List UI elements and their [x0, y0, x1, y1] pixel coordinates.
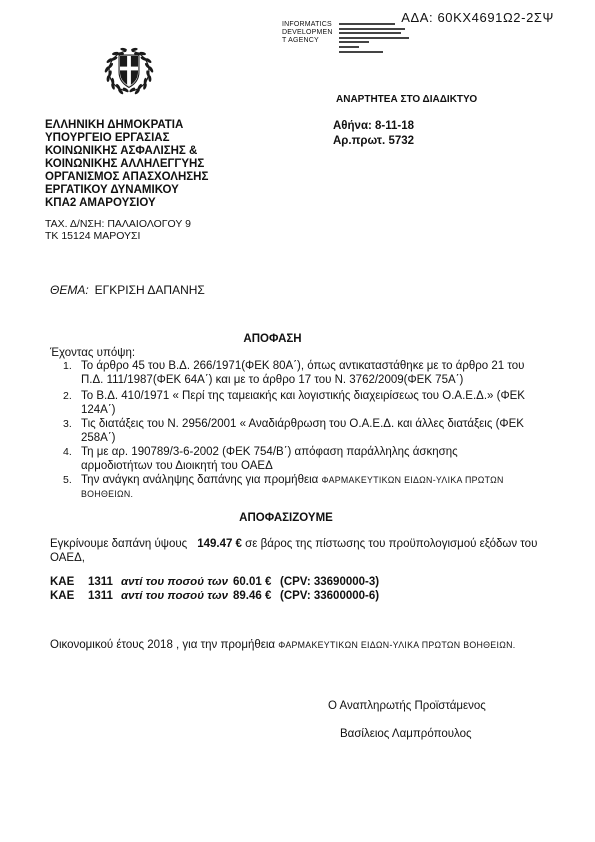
- item-line: Π.Δ. 111/1987(ΦΕΚ 64Α΄) και με το άρθρο 17 του Ν. 3762/2009(ΦΕΚ 75Α΄): [81, 374, 464, 386]
- signature-detail-line: [339, 51, 383, 53]
- issuer-line: ΚΠΑ2 ΑΜΑΡΟΥΣΙΟΥ: [45, 197, 156, 209]
- signature-detail-line: [339, 23, 395, 25]
- issuer-line: ΕΡΓΑΤΙΚΟΥ ΔΥΝΑΜΙΚΟΥ: [45, 184, 179, 196]
- shield-cross-vertical: [127, 54, 131, 88]
- signature-detail-line: [339, 28, 405, 30]
- fiscal-year-line: [50, 639, 515, 651]
- signature-detail-line: [339, 32, 401, 34]
- approval-line: ΟΑΕΔ,: [50, 551, 85, 564]
- product-name: ΒΟΗΘΕΙΩΝ.: [81, 489, 134, 499]
- signatory-name: Βασίλειος Λαμπρόπουλος: [340, 728, 472, 740]
- item-line: 124Α΄): [81, 404, 116, 416]
- subject-label: ΘΕΜΑ:: [50, 283, 89, 297]
- signature-stamp-line: T AGENCY: [282, 37, 319, 44]
- allocation-row: [50, 575, 470, 589]
- item-line: Τις διατάξεις του Ν. 2956/2001 « Αναδιάρθρωση του Ο.Α.Ε.Δ. και άλλες διατάξεις (ΦΕΚ: [81, 418, 524, 430]
- item-number: 5.: [63, 474, 72, 486]
- document-date: Αθήνα: 8-11-18: [333, 120, 415, 132]
- item-number: 2.: [63, 390, 72, 402]
- fiscal-text: Οικονομικού έτους 2018 , για την προμήθεια: [50, 639, 276, 651]
- item-number: 1.: [63, 360, 72, 372]
- item-line: Το άρθρο 45 του Β.Δ. 266/1971(ΦΕΚ 80Α΄), όπως αντικαταστάθηκε με το άρθρο 21 του: [81, 360, 525, 372]
- posting-notice: ΑΝΑΡΤΗΤΕΑ ΣΤΟ ΔΙΑΔΙΚΤΥΟ: [336, 94, 478, 105]
- consideration-item: [60, 445, 575, 473]
- issuer-block: [45, 119, 208, 210]
- consideration-item: [60, 473, 575, 501]
- approval-suffix: σε βάρος της πίστωσης του προϋπολογισμού εξόδων του: [245, 538, 538, 550]
- item-number: 4.: [63, 446, 72, 458]
- preamble: Έχοντας υπόψη:: [50, 347, 136, 359]
- allocation-code: 1311: [88, 590, 113, 602]
- issuer-line: ΥΠΟΥΡΓΕΙΟ ΕΡΓΑΣΙΑΣ: [45, 132, 170, 144]
- shield: [118, 54, 140, 88]
- issuer-line: ΚΟΙΝΩΝΙΚΗΣ ΑΛΛΗΛΕΓΓΥΗΣ: [45, 158, 205, 170]
- allocation-cpv: (CPV: 33690000-3): [280, 576, 380, 588]
- product-name: ΦΑΡΜΑΚΕΥΤΙΚΩΝ ΕΙΔΩΝ-ΥΛΙΚΑ ΠΡΩΤΩΝ: [321, 475, 504, 485]
- document-id: ΑΔΑ: 60ΚΧ4691Ω2-2ΣΨ: [401, 10, 554, 25]
- product-name: ΦΑΡΜΑΚΕΥΤΙΚΩΝ ΕΙΔΩΝ-ΥΛΙΚΑ ΠΡΩΤΩΝ ΒΟΗΘΕΙΩΝ.: [278, 640, 516, 650]
- signature-detail-line: [339, 37, 409, 39]
- issuer-line: ΟΡΓΑΝΙΣΜΟΣ ΑΠΑΣΧΟΛΗΣΗΣ: [45, 171, 209, 183]
- issuer-address: [45, 218, 191, 242]
- address-line: ΤΑΧ. Δ/ΝΣΗ: ΠΑΛΑΙΟΛΟΓΟΥ 9: [45, 218, 191, 230]
- item-line: αρμοδιοτήτων του Διοικητή του ΟΑΕΔ: [81, 460, 273, 472]
- subject-line: [50, 283, 205, 297]
- subject-text: ΕΓΚΡΙΣΗ ΔΑΠΑΝΗΣ: [94, 283, 205, 297]
- signatory-title: Ο Αναπληρωτής Προϊστάμενος: [328, 700, 486, 712]
- approval-paragraph: [50, 538, 580, 565]
- allocation-code-label: ΚΑΕ: [50, 576, 75, 588]
- item-line: [81, 473, 575, 487]
- signature-stamp: [282, 21, 333, 45]
- signature-details: [339, 23, 411, 55]
- allocations-list: [50, 575, 470, 603]
- document-meta: [333, 119, 414, 149]
- approval-amount: 149.47 €: [197, 538, 242, 550]
- protocol-number: Αρ.πρωτ. 5732: [333, 135, 415, 147]
- shield-cross-horizontal: [118, 67, 140, 71]
- greek-coat-of-arms-icon: [104, 44, 154, 96]
- item-text: Την ανάγκη ανάληψης δαπάνης για προμήθεια: [81, 474, 319, 486]
- allocation-cpv: (CPV: 33600000-6): [280, 590, 380, 602]
- signature-stamp-line: DEVELOPMEN: [282, 29, 333, 36]
- consideration-item: [60, 417, 575, 445]
- approval-line: [50, 538, 580, 552]
- issuer-line: ΕΛΛΗΝΙΚΗ ΔΗΜΟΚΡΑΤΙΑ: [45, 119, 184, 131]
- allocation-row: [50, 589, 470, 603]
- consideration-item: [60, 359, 575, 387]
- issuer-line: ΚΟΙΝΩΝΙΚΗΣ ΑΣΦΑΛΙΣΗΣ &: [45, 145, 198, 157]
- allocation-code: 1311: [88, 576, 113, 588]
- signature-detail-line: [339, 46, 359, 48]
- resolution-title: ΑΠΟΦΑΣΙΖΟΥΜΕ: [239, 512, 333, 524]
- consideration-item: [60, 389, 575, 417]
- allocation-code-label: ΚΑΕ: [50, 590, 75, 602]
- item-line: 258Α΄): [81, 432, 116, 444]
- address-line: ΤΚ 15124 ΜΑΡΟΥΣΙ: [45, 230, 141, 242]
- decision-title: ΑΠΟΦΑΣΗ: [243, 333, 302, 345]
- approval-prefix: Εγκρίνουμε δαπάνη ύψους: [50, 538, 188, 550]
- allocation-amount: 89.46 €: [233, 590, 272, 602]
- signature-stamp-line: INFORMATICS: [282, 21, 332, 28]
- allocation-phrase: αντί του ποσού των: [121, 576, 229, 588]
- signature-detail-line: [339, 41, 369, 43]
- item-number: 3.: [63, 418, 72, 430]
- item-line: Το Β.Δ. 410/1971 « Περί της ταμειακής και λογιστικής διαχειρίσεως του Ο.Α.Ε.Δ.» (ΦΕΚ: [81, 390, 525, 402]
- allocation-amount: 60.01 €: [233, 576, 272, 588]
- item-line: [81, 487, 575, 501]
- item-line: Τη με αρ. 190789/3-6-2002 (ΦΕΚ 754/Β΄) απόφαση παράλληλης άσκησης: [81, 446, 458, 458]
- allocation-phrase: αντί του ποσού των: [121, 590, 229, 602]
